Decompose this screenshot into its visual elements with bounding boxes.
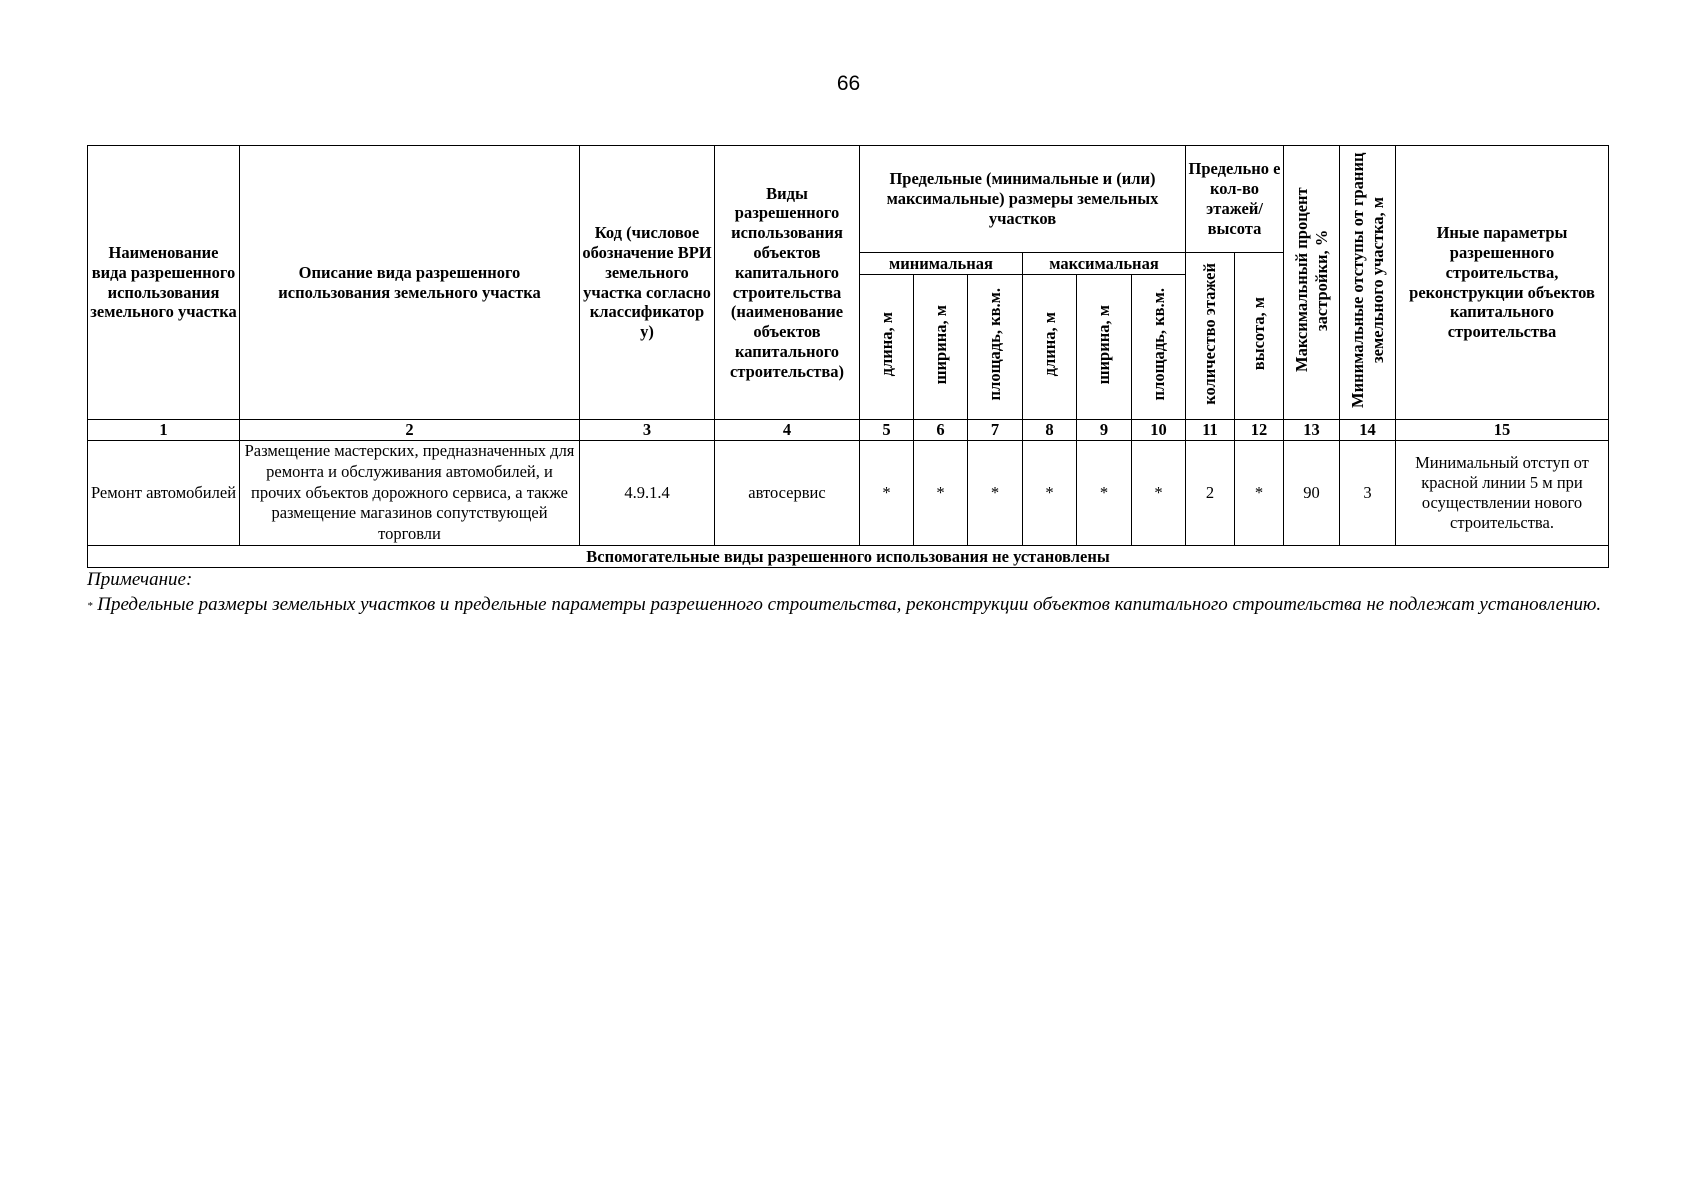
column-number: 10 [1132,420,1186,441]
column-number: 5 [860,420,914,441]
cell-min-width: * [914,441,968,546]
header-other-params: Иные параметры разрешенного строительства, реконструкции объектов капитального строительства [1396,146,1609,420]
header-maximum: максимальная [1023,253,1186,275]
cell-min-area: * [968,441,1023,546]
column-number-row [88,420,1609,441]
header-floors-count [1186,253,1235,420]
auxiliary-row [88,546,1609,568]
table-row [88,441,1609,546]
cell-height: * [1235,441,1284,546]
auxiliary-uses-note: Вспомогательные виды разрешенного использования не установлены [88,546,1609,568]
cell-min-setback: 3 [1340,441,1396,546]
cell-max-area: * [1132,441,1186,546]
header-floors-count-label: количество этажей [1200,262,1220,405]
cell-capital-use: автосервис [715,441,860,546]
header-min-area [968,275,1023,420]
header-max-width-label: ширина, м [1094,304,1114,385]
column-number: 2 [240,420,580,441]
footnote-text: Предельные размеры земельных участков и предельные параметры разрешенного строительства, реконструкции объектов капитального строительства не подлежат установлению. [92,594,1602,615]
cell-description: Размещение мастерских, предназначенных для ремонта и обслуживания автомобилей, и прочих объектов дорожного сервиса, а также размещение магазинов сопутствующей торговли [240,441,580,546]
header-row [88,146,1609,253]
footnote [87,567,1617,617]
header-minimum: минимальная [860,253,1023,275]
header-code: Код (числовое обозначение ВРИ земельного участка согласно классификатор у) [580,146,715,420]
header-height-label: высота, м [1249,297,1269,371]
column-number: 11 [1186,420,1235,441]
footnote-body [87,592,1617,617]
cell-max-width: * [1077,441,1132,546]
cell-land-use-name: Ремонт автомобилей [88,441,240,546]
column-number: 12 [1235,420,1284,441]
cell-code: 4.9.1.4 [580,441,715,546]
header-max-area [1132,275,1186,420]
header-max-length [1023,275,1077,420]
column-number: 4 [715,420,860,441]
column-number: 14 [1340,420,1396,441]
cell-min-length: * [860,441,914,546]
header-min-setback-label: Минимальные отступы от границ земельного участка, м [1347,152,1387,408]
header-plot-sizes: Предельные (минимальные и (или) максимальные) размеры земельных участков [860,146,1186,253]
header-max-area-label: площадь, кв.м. [1148,288,1168,401]
header-max-width [1077,275,1132,420]
cell-other-params: Минимальный отступ от красной линии 5 м при осуществлении нового строительства. [1396,441,1609,546]
zoning-table [87,145,1609,568]
footnote-marker: * [87,600,93,612]
header-max-percent [1284,146,1340,420]
cell-max-percent: 90 [1284,441,1340,546]
header-description: Описание вида разрешенного использования земельного участка [240,146,580,420]
page-number: 66 [836,72,861,95]
footnote-title: Примечание: [87,569,193,590]
header-height [1235,253,1284,420]
column-number: 6 [914,420,968,441]
header-min-setback [1340,146,1396,420]
header-min-width [914,275,968,420]
cell-floors: 2 [1186,441,1235,546]
column-number: 8 [1023,420,1077,441]
header-land-use-name: Наименование вида разрешенного использования земельного участка [88,146,240,420]
column-number: 13 [1284,420,1340,441]
header-min-width-label: ширина, м [930,304,950,385]
cell-max-length: * [1023,441,1077,546]
header-min-area-label: площадь, кв.м. [985,288,1005,401]
header-capital-use: Виды разрешенного использования объектов капитального строительства (наименование объектов капитального строительства) [715,146,860,420]
header-max-percent-label: Максимальный процент застройки, % [1291,187,1331,373]
header-max-length-label: длина, м [1039,312,1059,377]
header-floors-height: Предельно е кол-во этажей/ высота [1186,146,1284,253]
column-number: 1 [88,420,240,441]
column-number: 9 [1077,420,1132,441]
column-number: 3 [580,420,715,441]
header-min-length-label: длина, м [876,312,896,377]
header-min-length [860,275,914,420]
column-number: 7 [968,420,1023,441]
column-number: 15 [1396,420,1609,441]
